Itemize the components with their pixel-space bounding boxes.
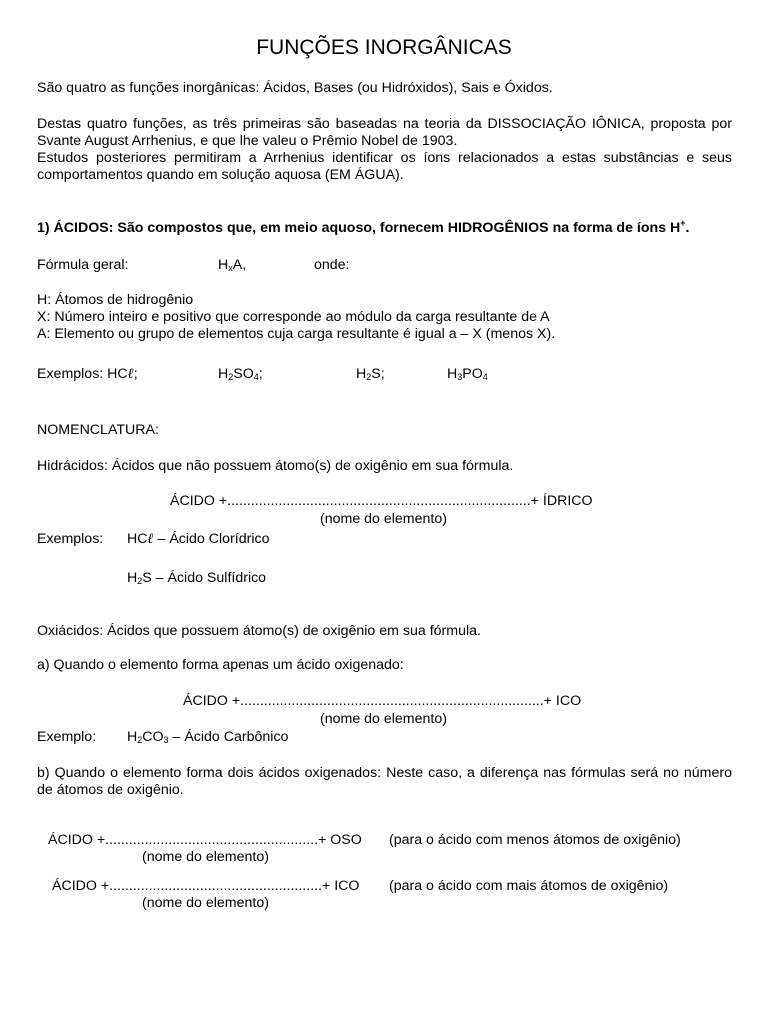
acidos-heading: [37, 220, 690, 237]
definition-x: X: Número inteiro e positivo que corresponde ao módulo da carga resultante de A: [37, 309, 550, 325]
formula-part: CO: [142, 729, 164, 745]
formula-part: H: [127, 570, 138, 586]
ell-symbol: ℓ: [127, 366, 134, 382]
example-h2s: [356, 366, 385, 383]
formula-onde: onde:: [314, 257, 350, 273]
subscript: 4: [253, 372, 259, 382]
formula-part: PO: [462, 366, 483, 382]
subscript: 2: [228, 372, 234, 382]
formula-part: H: [127, 729, 138, 745]
heading-text: 1) ÁCIDOS: São compostos que, em meio aquoso, fornecem HIDROGÊNIOS na forma de íons H: [37, 220, 681, 236]
paragraph-line: Svante August Arrhenius, e que lhe valeu o Prêmio Nobel de 1903.: [37, 133, 458, 149]
subscript: 2: [137, 576, 143, 586]
subscript: 3: [163, 735, 169, 745]
rule-ico: ÁCIDO +.............................................................................+ ICO: [183, 693, 582, 709]
ell-symbol: ℓ: [147, 531, 154, 547]
example-label: Exemplo:: [37, 729, 97, 745]
example-h3po4: [447, 366, 488, 383]
formula-part: S;: [371, 366, 385, 382]
formula-part: SO: [233, 366, 254, 382]
formula-h: H: [218, 257, 229, 273]
examples-label: Exemplos:: [37, 531, 104, 547]
example-hcl: [37, 366, 138, 383]
rule-caption: (nome do elemento): [142, 895, 269, 911]
separator: ;: [133, 366, 138, 382]
nomenclatura-heading: NOMENCLATURA:: [37, 422, 159, 438]
heading-sup: +: [680, 218, 686, 228]
heading-end: .: [685, 220, 690, 236]
paragraph-line: Destas quatro funções, as três primeiras são baseadas na teoria da DISSOCIAÇÃO IÔNICA, proposta por: [37, 116, 732, 132]
rule-ico-note: (para o ácido com mais átomos de oxigênio): [389, 878, 669, 894]
paragraph-line: de átomos de oxigênio.: [37, 782, 184, 798]
formula-general: [218, 257, 246, 274]
definition-h: H: Átomos de hidrogênio: [37, 292, 194, 308]
separator: ;: [258, 366, 263, 382]
paragraph-line: b) Quando o elemento forma dois ácidos oxigenados: Neste caso, a diferença nas fórmulas será no número: [37, 765, 732, 781]
example-h2co3-name: [127, 729, 288, 746]
rule-idrico: ÁCIDO +.............................................................................+ ÍDRICO: [170, 493, 593, 509]
formula-x: x: [228, 263, 233, 273]
rule-caption: (nome do elemento): [320, 711, 447, 727]
formula-part: H: [356, 366, 367, 382]
paragraph-line: Estudos posteriores permitiram a Arrhenius identificar os íons relacionados a estas substâncias e seus: [37, 150, 732, 166]
formula-part: HC: [127, 531, 148, 547]
example-h2s-name: [127, 570, 266, 587]
definition-a: A: Elemento ou grupo de elementos cuja carga resultante é igual a – X (menos X).: [37, 326, 556, 342]
subscript: 4: [482, 372, 488, 382]
example-h2so4: [218, 366, 263, 383]
rule-oso-note: (para o ácido com menos átomos de oxigênio): [389, 832, 681, 848]
formula-part: H: [218, 366, 229, 382]
rule-oso: ÁCIDO +......................................................+ OSO: [48, 832, 362, 848]
case-a-text: a) Quando o elemento forma apenas um ácido oxigenado:: [37, 657, 404, 673]
rule-caption: (nome do elemento): [320, 511, 447, 527]
examples-label: Exemplos: HC: [37, 366, 128, 382]
formula-part: H: [447, 366, 458, 382]
acid-name: – Ácido Clorídrico: [153, 531, 270, 547]
hidracidos-text: Hidrácidos: Ácidos que não possuem átomo(s) de oxigênio em sua fórmula.: [37, 458, 514, 474]
example-hcl-name: [127, 531, 269, 548]
subscript: 2: [137, 735, 143, 745]
subscript: 3: [457, 372, 463, 382]
case-b-paragraph: [37, 765, 732, 799]
rule-ico-2: ÁCIDO +......................................................+ ICO: [52, 878, 360, 894]
page-title: FUNÇÕES INORGÂNICAS: [256, 36, 512, 59]
oxiacidos-text: Oxiácidos: Ácidos que possuem átomo(s) de oxigênio em sua fórmula.: [37, 623, 481, 639]
formula-a: A,: [232, 257, 247, 273]
formula-label: Fórmula geral:: [37, 257, 129, 273]
acid-name: – Ácido Carbônico: [168, 729, 289, 745]
rule-caption: (nome do elemento): [142, 849, 269, 865]
intro-text: São quatro as funções inorgânicas: Ácidos, Bases (ou Hidróxidos), Sais e Óxidos.: [37, 80, 553, 96]
acid-name: S – Ácido Sulfídrico: [142, 570, 267, 586]
paragraph-line: comportamentos quando em solução aquosa (EM ÁGUA).: [37, 167, 404, 183]
subscript: 2: [366, 372, 372, 382]
paragraph-arrhenius: [37, 116, 732, 184]
